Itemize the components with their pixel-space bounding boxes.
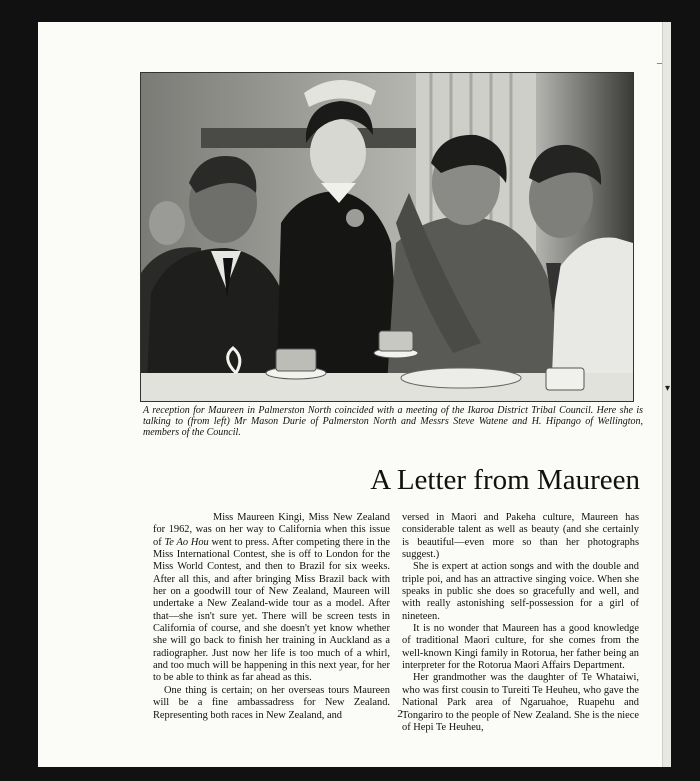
- paragraph: Her grandmother was the daughter of Te Whataiwi, who was first cousin to Tureiti Te Heuheu, who gave the National Park area of Ngaruahoe, Ruapehu and Tongariro to the people of New Zealand. She is the niece of Hepi Te Heuheu,: [402, 672, 639, 733]
- page-number: 2: [397, 708, 403, 720]
- paragraph: She is expert at action songs and with the double and triple poi, and has an attractive singing voice. When she speaks in public she does so gracefully and well, and with really astonishing self-possession for a girl of nineteen.: [402, 561, 639, 622]
- reception-photo: [140, 72, 634, 402]
- paragraph: One thing is certain; on her overseas tours Maureen will be a fine ambassadress for New Zealand. Representing both races in New Zealand, and: [153, 684, 390, 721]
- article-column-left: [153, 512, 390, 722]
- article-column-right: [402, 512, 639, 734]
- photo-caption: A reception for Maureen in Palmerston North coincided with a meeting of the Ikaroa District Tribal Council. Here she is talking to (from left) Mr Mason Durie of Palmerston North and Messrs Steve Watene and H. Hipango of Wellington, members of the Council.: [143, 405, 643, 438]
- scan-speck: –: [657, 58, 662, 69]
- paragraph: It is no wonder that Maureen has a good knowledge of traditional Maori culture, for she comes from the well-known Kingi family in Rotorua, her father being an interpreter for the Rotorua Maori Affairs Department.: [402, 623, 639, 672]
- scan-speck: ▾: [665, 383, 671, 394]
- paragraph: Miss Maureen Kingi, Miss New Zealand for 1962, was on her way to California when this issue of Te Ao Hou went to press. After competing there in the Miss International Contest, she is off to London for the Miss World Contest, and then to Brazil for six weeks. After all this, and after bringing Miss Brazil back with her on a goodwill tour of New Zealand, Maureen will undertake a New Zealand-wide tour as a model. After that—she isn't sure yet. There will be screen tests in California of course, and she doesn't yet know whether she will go back to finish her training in Auckland as a radiographer. Just now her life is too much of a whirl, and too much will be happening in this next year, for her to be able to think as far ahead as this.: [153, 512, 390, 684]
- page-edge: [662, 22, 671, 767]
- article-headline: A Letter from Maureen: [370, 464, 640, 496]
- paragraph: versed in Maori and Pakeha culture, Maureen has considerable talent as well as beauty (and she certainly is beautiful—even more so than her photographs suggest.): [402, 512, 639, 561]
